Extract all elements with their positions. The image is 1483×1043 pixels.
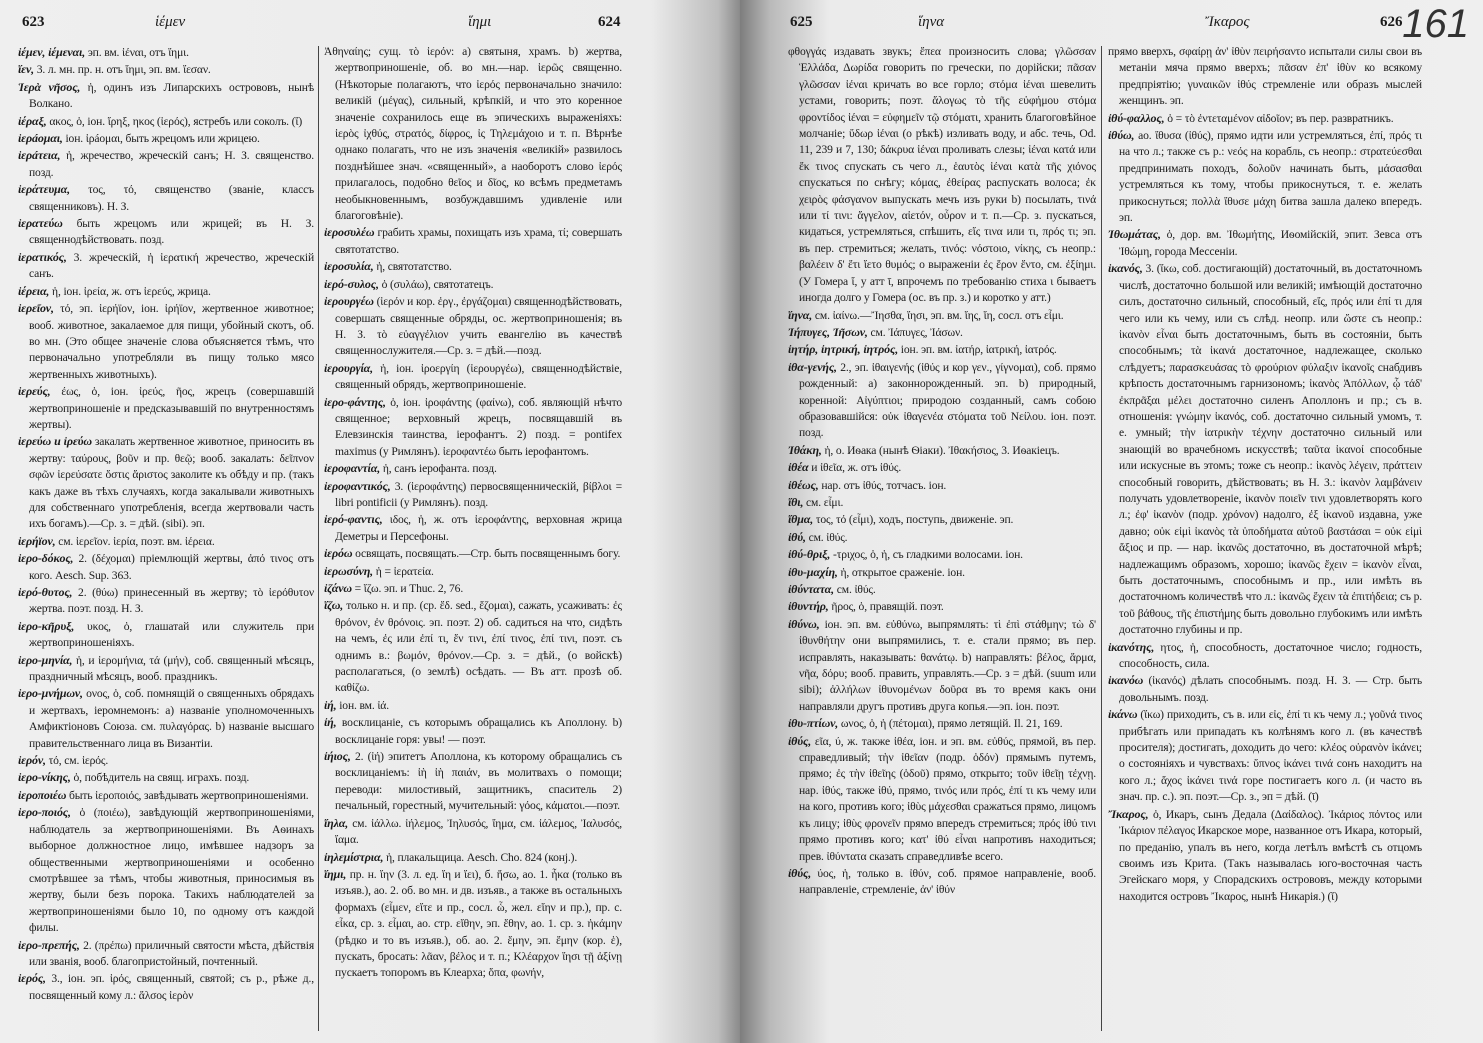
- entry-definition: прямо вверхъ, σφαίρῃ ἀν' ἰθὺν πειρήσαντο испытали силы свои въ метаніи мяча прямо вверхъ; πᾶσαν ἐπ' ἰθὺν ко всякому предпріятію; γυναικῶν ἰθύς стремленіе или образъ мыслей женщинъ. эп.: [1108, 45, 1422, 108]
- entry-headword: ἱερό-θυτος,: [18, 585, 73, 599]
- entry-headword: ἰθύ-φαλλος,: [1108, 110, 1165, 125]
- dictionary-entry: [1108, 44, 1422, 110]
- entry-headword: ἱζάνω: [324, 581, 352, 595]
- entry-definition: 3. жреческій, ἡ ἱερατική жречество, жреческій санъ.: [29, 250, 314, 281]
- dictionary-column: [18, 44, 314, 1004]
- entry-definition: (ἱερόν и кор. ἐργ., ἐργάζομαι) священнодѣйствовать, совершать священные обряды, ос. жертвоприношенія; въ Н. З. τὸ εὐαγγέλιον учить евангелію въ качествѣ священнослужителя.—Ср. з. = дѣй.—позд.: [335, 295, 623, 358]
- entry-headword: ἱερο-φάντης,: [324, 394, 386, 409]
- running-headword: Ἴκαρος: [1205, 14, 1250, 30]
- page-number: 624: [598, 14, 621, 30]
- entry-headword: ἱεροφαντικός,: [324, 478, 391, 493]
- dictionary-column: [1108, 44, 1422, 905]
- entry-headword: ἱερουργία,: [324, 360, 373, 375]
- entry-headword: ἴθι,: [788, 494, 804, 509]
- entry-headword: ἱεροσυλία,: [324, 259, 374, 274]
- entry-headword: ἰθύς,: [788, 865, 812, 880]
- entry-headword: ἱερο-δόκος,: [18, 551, 74, 566]
- entry-definition: см. εἶμι.: [806, 495, 844, 509]
- entry-definition: ἡ = ἱερατεία.: [375, 564, 434, 578]
- entry-headword: ἵημι,: [324, 866, 347, 881]
- dictionary-entry: [788, 459, 1096, 476]
- entry-definition: см. ἱερεῖον. ἱερία, поэт. вм. ἱέρεια.: [58, 534, 215, 548]
- dictionary-entry: [18, 300, 314, 383]
- entry-headword: ἵεν,: [18, 62, 34, 77]
- dictionary-entry: [788, 442, 1096, 459]
- entry-definition: эп. вм. ἱέναι, отъ ἵημι.: [87, 46, 189, 59]
- dictionary-entry: [788, 341, 1096, 358]
- dictionary-entry: [18, 433, 314, 532]
- entry-headword: ἰθέα: [788, 460, 809, 475]
- entry-headword: ἱκάνω: [1108, 707, 1138, 722]
- entry-definition: 3. (ἵκω, соб. достигающій) достаточный, въ достаточномъ числѣ, достаточно большой или великій; имѣющій достаточно силъ, достаточно сильный, способный, εἴς, πρός или ἐπί τι для чего или къ чему, или съ слѣд. неопр. или ὥστε съ неопр.: ἱκανὸν εἶναι быть достаточнымъ, быть въ состояніи, быть способнымъ; τὰ ἱκανά достаточное, надлежащее, сколько слѣдуетъ; παρασκευάσας τὸ φρούριον φύλαξιν ἱκανοῖς снабдивъ крѣпость достаточнымъ гарнизономъ; ἱκανὸς Ἀπόλλων, ᾧ τάδ' ἐκπρᾶξαι μέλει достаточно силенъ Аполлонъ и пр.; съ в. отношенія: γνώμην ἱκανός, соб. достаточно сильный умомъ, т. е. умный; τὴν ἰατρικὴν τέχνην достаточно сильный или знающій во врачебномъ искусствѣ; ταῦτα ἱκανοί способные или искусные въ этомъ; тоже съ неопр.: ἱκανὸς λέγειν, πράττειν способный говорить, дѣйствовать; въ Н. З.: ἱκανὸν λαμβάνειν получать удовлетвореніе, ἱκανὸν ποιεῖν τινι удовлетворять кого л.; ἐφ' ἱκανὸν (подр. χρόνον) надолго, ἐξ ἱκανοῦ издавна, уже давно; οὐκ εἰμὶ ἱκανὸς τὰ ὑποδήματα αὐτοῦ βαστάσαι = οὐκ εἰμὶ ἄξιος и пр. — нар. ἱκανῶς достаточно, въ достаточной мѣрѣ; надлежащимъ образомъ, хорошо; ἱκανῶς ἔχειν = ἱκανὸν εἶναι, быть достаточнымъ, способнымъ и пр., или имѣть въ достаточномъ количествѣ что л.: ἱκανῶς ἔχειν τὰ ἐπιτήδεια; съ р. τοῦ βάθους, τῆς ἐπιστήμης быть довольно глубокимъ или имѣть достаточно глубины и пр.: [1119, 262, 1423, 637]
- entry-headword: ἱεροφαντία,: [324, 461, 381, 476]
- dictionary-entry: [324, 478, 622, 512]
- entry-headword: ἱεροποιέω: [18, 787, 67, 802]
- dictionary-entry: [1108, 806, 1422, 905]
- entry-headword: ἰθυντήρ,: [788, 599, 829, 614]
- dictionary-entry: [324, 44, 622, 224]
- entry-definition: іон. эп. вм. εὐθύνω, выпрямлять: τὶ ἐπὶ στάθμην; τὼ δ' ἰθυνθήτην они выпрямились, т. е. стали прямо; въ пер. исправлять, наказывать: θανάτῳ. b) направлять: βέλος, ἅρμα, νῆα, δόρυ; вооб. править, управлять.—Ср. з = дѣй. (suum или sibi); ἀλλήλων ἰθυνομένων δοῦρα въ то время какъ они направляли другъ противъ друга копья.—эп. іон. поэт.: [799, 617, 1096, 713]
- entry-definition: закалать жертвенное животное, приносить въ жертву: ταύρους, βοῦν и пр. θεῷ; вооб. закалать: δεῖπνον σφῶν ἱερεύσατε ὅστις ἄριστος заколите къ обѣду и пр. (такъ какъ даже въ тѣхъ случаяхъ, когда закалывали животныхъ для собственнаго употребленія, всегда жертвовали часть ихъ богамъ).—Ср. з. = дѣй. (sibi). эп.: [29, 435, 315, 531]
- entry-headword: ἰθύ-θριξ,: [788, 547, 831, 562]
- entry-headword: ἱερεύς,: [18, 384, 51, 399]
- entry-definition: ао. ἴθυσα (ἰθύς), прямо идти или устремляться, ἐπί, πρός τι на что л.; также съ р.: νεός на корабль, съ неопр.: στρατεύεσθαι предпринимать походъ, δολοῦν начинать быть, μάσασθαι устремляться къ тому, чтобы прикоснуться, т. е. желать прикоснуться; πολλὰ ἴθυσε μάχη битва зашла далеко впередъ. эп.: [1119, 129, 1422, 225]
- column-divider: [318, 46, 319, 1031]
- entry-headword: ἱερο-νίκης,: [18, 770, 71, 785]
- entry-headword: ἱεροσυλέω: [324, 225, 375, 240]
- entry-definition: 3. л. мн. пр. н. отъ ἵημι, эп. вм. ἵεσαν.: [36, 63, 211, 77]
- entry-headword: ἰήιος,: [324, 749, 351, 764]
- dictionary-entry: [788, 324, 1096, 341]
- dictionary-entry: [324, 360, 622, 394]
- page-number: 626: [1380, 14, 1403, 30]
- entry-definition: ύος, ἡ, только в. ἰθύν, соб. прямое направленіе, вооб. направленіе, стремленіе, ἀν' ἰθύν: [799, 866, 1097, 897]
- entry-definition: τος, τό, священство (званіе, классъ священниковъ). Н. З.: [29, 183, 314, 213]
- dictionary-column: [324, 44, 622, 982]
- entry-headword: Ἰθάκη,: [788, 442, 822, 457]
- entry-headword: ἱεράτευμα,: [18, 182, 71, 197]
- handwritten-margin-note: 161: [1402, 2, 1469, 46]
- entry-definition: εῖα, ύ, ж. также ἰθέα, іон. и эп. вм. εὐθύς, прямой, въ пер. справедливый; τὴν ἰθεῖαν (подр. ὁδόν) прямымъ путемъ, прямо; ἐς τὴν ἰθεῖης (ὁδοῦ) прямо, открыто; τοῦν ἰθεῖῃ τέχνῃ. нар. ἰθύς, также ἰθύ, прямо, τινός или πρός, ἐπί τι къ чему или на кого, противъ кого; ἰθὺς μάχεσθαι сражаться прямо, лицомъ къ лицу; ἰθὺς φρονεῖν прямо впередъ стремиться; πρός ἰθύ τινι прямо противъ кого; κατ' ἰθύ εἶναι напротивъ находиться; прев. ἰθύντατα сказать справедливѣе всего.: [799, 734, 1097, 863]
- entry-headword: ἱερο-κῆρυξ,: [18, 618, 75, 633]
- dictionary-entry: [18, 130, 314, 147]
- dictionary-entry: [324, 224, 622, 258]
- entry-headword: ἰθέως,: [788, 477, 819, 492]
- dictionary-entry: [1108, 260, 1422, 638]
- dictionary-entry: [788, 494, 1096, 511]
- dictionary-entry: [324, 580, 622, 597]
- dictionary-entry: [18, 685, 314, 752]
- entry-definition: ἡ, жречество, жреческій санъ; Н. З. священство. позд.: [29, 149, 314, 179]
- entry-definition: ὁ, Икаръ, сынъ Дедала (Δαίδαλος). Ἰκάριος πόντος или Ἰκάριον πέλαγος Икарское море, названное отъ Икара, который, по преданію, упалъ въ него, когда летѣлъ вмѣстѣ съ отцомъ своимъ изъ Крита. (Такъ называлась юго-восточная часть Эгейскаго моря, у Спорадскихъ острововъ, между которыми находится островъ Ἴκαρος, нынѣ Никарія.) (ῐ): [1119, 807, 1422, 903]
- entry-definition: іон. ἱρáομαι, быть жрецомъ или жрицею.: [65, 132, 260, 146]
- entry-definition: см. Ἰάπυγες, Ἰάσων.: [870, 325, 963, 339]
- entry-headword: ἱερο-μνήμων,: [18, 686, 83, 701]
- dictionary-entry: [18, 215, 314, 249]
- dictionary-entry: [18, 937, 314, 971]
- dictionary-entry: [18, 787, 314, 804]
- dictionary-entry: [1108, 127, 1422, 226]
- dictionary-entry: [18, 584, 314, 618]
- dictionary-entry: [18, 550, 314, 584]
- entry-definition: ἡ, плакальщица. Aesch. Cho. 824 (конj.).: [386, 850, 578, 864]
- entry-definition: освящать, посвящать.—Стр. быть посвященнымъ богу.: [355, 547, 621, 561]
- entry-headword: ἱκανότης,: [1108, 639, 1155, 654]
- dictionary-entry: [324, 293, 622, 360]
- page-number: 625: [790, 14, 813, 30]
- dictionary-entry: [18, 113, 314, 130]
- entry-definition: ητος, ἡ, способность, достаточное число; годность, способность, сила.: [1119, 640, 1423, 671]
- entry-headword: ἱερατεύω: [18, 216, 63, 231]
- dictionary-entry: [788, 865, 1096, 899]
- entry-headword: ἰητήρ, ἰητρική, ἰητρός,: [788, 342, 899, 357]
- entry-definition: Ἀθηναίης; сущ. τὸ ἱερόν: a) святыня, храмъ. b) жертва, жертвоприношеніе, об. во мн.—нар. ἱερῶς священно. (Нѣкоторые полагаютъ, что ἱερός первоначально значило: великій (μέγας), сильный, крѣпкій, и что это коренное значеніе сохранилось еще въ эпическихъ выраженіяхъ: ἱερὸς ἰχθύς, στρατός, δίφρος, ἱς Τηλεμάχοιο и т. п. Вѣрнѣе однако полагать, что не изъ значенія «великій» развилось позднѣйшее знач. «священный», а наоборотъ слово ἱερός прилагалось, подобно θεῖος и δῖος, ко всѣмъ предметамъ необыкновеннымъ, возбуждавшимъ удивленіе или благоговѣніе).: [324, 45, 622, 223]
- entry-headword: ἱέραξ,: [18, 113, 47, 128]
- entry-headword: Ἰήπυγες, Ἰῆσων,: [788, 324, 868, 339]
- dictionary-entry: [18, 533, 314, 550]
- entry-definition: пр. н. ἵην (3. л. ед. ἵη и ἵει), б. ἥσω, ао. 1. ἧκα (только въ изъяв.), ао. 2. об. во мн. и дв. изъяв., а также въ остальныхъ формахъ (εἷμεν, εἵτε и пр., сосл. ὧ, жел. εἵην и пр.), пр. с. εἶκα, ср. з. εἷμαι, ао. стр. εἵθην, эп. ἕθην, ао. 1. ср. з. ἡκάμην (рѣдко и то въ изъяв.), об. ао. 2. ἕμην, эп. ἕμην (кор. ἑ), пускать, бросать: λᾶαν, βέλος и т. п.; Κλέαρχον ἵησι τῇ ἀξίνῃ пускаетъ топоромъ въ Клеарха; ὄπα, φωνήν,: [335, 867, 623, 980]
- dictionary-entry: [324, 563, 622, 580]
- entry-definition: восклицаніе, съ которымъ обращались къ Аполлону. b) восклицаніе горя: увы! — поэт.: [335, 716, 623, 746]
- entry-headword: ἰθύντατα,: [788, 582, 835, 596]
- dictionary-entry: [1108, 110, 1422, 127]
- dictionary-entry: [324, 597, 622, 696]
- dictionary-entry: [18, 769, 314, 786]
- entry-headword: ἱερό-φαντις,: [324, 512, 383, 527]
- entry-definition: 2. (πρέπω) приличный святости мѣста, дѣйствія или званія, вооб. благопристойный, почтенный.: [29, 938, 315, 968]
- entry-definition: 2. (θύω) принесенный въ жертву; τὸ ἱερόθυτον жертва. поэт. позд. Н. З.: [29, 586, 315, 616]
- dictionary-entry: [324, 849, 622, 866]
- dictionary-entry: [788, 546, 1096, 563]
- entry-definition: см. ἰάλλω. ἰήλεμος, Ἰηλυσός, ἴημα, см. ἰάλεμος, Ἰαλυσός, ἴαμα.: [335, 816, 623, 847]
- entry-definition: ἡ, іон. ἱροεργίη (ἱερουργέω), священнодѣйствіе, священный обрядъ, жертвоприношеніе.: [335, 361, 622, 392]
- entry-definition: ὁ, дор. вм. Ἰθωμήτης, Иѳомійскій, эпит. Зевса отъ Ἰθώμη, города Мессеніи.: [1119, 228, 1422, 258]
- entry-definition: нар. отъ ἰθύς, тотчасъ. іон.: [821, 478, 947, 492]
- entry-definition: = ἵζω. эп. и Thuc. 2, 76.: [354, 582, 464, 595]
- entry-definition: ὁ (ποιέω), завѣдующій жертвоприношеніями, наблюдатель за жертвоприношеніями. Въ Аѳинахъ выборное должностное лицо, имѣвшее надзоръ за общественными жертвоприношеніями и особенно смотрѣвшее за тѣмъ, чтобы животныя, приносимыя въ жертву, были безъ порока. Такихъ наблюдателей за жертвоприношеніями было 10, по одному отъ каждой филы.: [29, 806, 314, 935]
- entry-headword: ἰθύω,: [1108, 128, 1135, 143]
- dictionary-entry: [788, 598, 1096, 615]
- entry-headword: Ἱερὰ νῆσος,: [18, 79, 81, 94]
- entry-definition: ὁ, побѣдитель на свящ. играхъ. позд.: [73, 771, 250, 785]
- entry-definition: 3. (ἱεροφάντης) первосвященническій, βίβλοι = libri pontificii (у Римлянъ). позд.: [335, 479, 622, 509]
- dictionary-entry: [788, 564, 1096, 581]
- entry-definition: ιδος, ἡ, ж. отъ ἱεροφάντης, верховная жрица Деметры и Персефоны.: [335, 513, 622, 543]
- entry-headword: ἱερáομαι,: [18, 131, 63, 146]
- entry-definition: ῆρος, ὁ, правящій. поэт.: [831, 600, 944, 614]
- dictionary-entry: [324, 545, 622, 562]
- dictionary-entry: [1108, 639, 1422, 673]
- entry-headword: ἰθύνω,: [788, 616, 820, 631]
- entry-definition: см. ἰθύς.: [836, 583, 876, 596]
- dictionary-entry: [18, 181, 314, 215]
- entry-headword: ἱερο-πρεπής,: [18, 937, 80, 952]
- dictionary-entry: [18, 383, 314, 433]
- entry-definition: υκος, ὁ, глашатай или служитель при жертвоприношеніяхъ.: [29, 619, 314, 650]
- entry-definition: ὁ, іон. ἱροφάντης (φαίνω), соб. являющій нѣчто священное; верховный жрецъ, посвящавшій въ Елевзинскія таинства, іерофантъ. 2) позд. = pontifex maximus (у Римлянъ). ἱεροφαντέω быть іерофантомъ.: [335, 395, 623, 458]
- entry-headword: ἱερωσύνη,: [324, 563, 374, 578]
- entry-definition: быть жрецомъ или жрицей; въ Н. З. священнодѣйствовать. позд.: [29, 217, 314, 247]
- entry-definition: 2. (δέχομαι) пріемлющій жертвы, ἀπό τινος отъ кого. Aesch. Sup. 363.: [29, 552, 314, 582]
- dictionary-entry: [788, 616, 1096, 715]
- entry-headword: ἰθυ-μαχίη,: [788, 564, 838, 579]
- running-headword: ἵηνα: [918, 14, 945, 30]
- entry-definition: грабить храмы, похищать изъ храма, τί; совершать святотатство.: [335, 226, 623, 256]
- entry-headword: ἰθα-γενής,: [788, 359, 837, 374]
- entry-headword: ἵζω,: [324, 598, 344, 613]
- entry-definition: быть ἱεροποιός, завѣдывать жертвоприношеніями.: [68, 788, 309, 802]
- entry-definition: τό, см. ἱερός.: [48, 754, 109, 768]
- entry-definition: φθογγάς издавать звукъ; ἔπεα произносить слова; γλῶσσαν Ἑλλάδα, Δωρίδα говорить по гречески, по дорійски; πᾶσαν γλῶσσαν ἱέναι кричать во все горло; στόμα ἱέναι шевелить устами, говорить; поэт. ἄλογως τὸ τῆς εὐφήμου στόμα φροντίδος ἱέναι = εὐφημεῖν τῷ στόματι, хранить благоговѣйное молчаніе; ὕδωρ ἱέναι (о рѣкѣ) изливать воду, и абс. течь, Od. 11, 239 и 7, 130; δάκρυα ἱέναι проливать слезы; ἱέναι κατά или ἔκ τινος спускать съ чего л., ἑαυτὸς ἱέναι κατὰ τῆς χιόνος спускаться по снѣгу; κόμας, ἐθείρας распускать волоса; ἐκ χειρὸς φάσγανον выпускать мечъ изъ руки b) посылать, τινά или τί τινι: ἄγγελον, αἰετόν, οὖρον и т. п.—Ср. з. пускаться, кидаться, устремляться, спѣшить, εἴς τινα или τι, πρός τι; эп. въ пер. стремиться; желать, τινός: νόστοιο, νίκης, съ неопр.: βαλέειν δ' ἔτι ἵετο θυμός; о выраженіи ἐς ἔρον ἕντο, см. ἐξίημι. (У Гомера ἴ, у атт ῑ, впрочемъ по требованію стиха ι бываетъ иногда долго у Гомера (ос. въ пр. з.) и коротко у атт.): [788, 45, 1096, 305]
- entry-headword: ἴηλα,: [324, 815, 349, 830]
- entry-definition: έως, ὁ, іон. ἱρεύς, ῆος, жрецъ (совершавшій жертвоприношеніе и предсказывавшій по внутренностямъ жертвы).: [29, 385, 314, 431]
- entry-definition: см. ἰαίνω.—Ἴησθα, ἵησι, эп. вм. ἵης, ἵη, сосл. отъ εἶμι.: [814, 308, 1064, 322]
- entry-headword: ἰθυ-πτίων,: [788, 716, 839, 731]
- entry-headword: ἱερόω: [324, 546, 353, 561]
- entry-definition: ἡ, санъ іерофанта. позд.: [382, 462, 497, 476]
- dictionary-entry: [788, 529, 1096, 546]
- entry-definition: (ἵκω) приходить, съ в. или εἰς, ἐπί τι къ чему л.; γοῦνά τινος прибѣгать или припадать къ колѣнямъ кого л. (въ качествѣ просителя); достигать, доходить до чего: κλέος οὐρανὸν ἱκάνει; о состояніяхъ и чувствахъ: ὕπνος ἱκάνει τινά сонъ находитъ на кого л.; ἄχος ἱκάνει τινά горе постигаетъ кого л. (и часто въ знач. пр. с.). эп. поэт.—Ср. з., эп = дѣй. (ῑ): [1119, 708, 1423, 804]
- entry-definition: ἡ, одинъ изъ Липарскихъ острововъ, нынѣ Волкано.: [29, 80, 315, 111]
- entry-headword: ἱερáτεια,: [18, 148, 61, 163]
- page-number: 623: [22, 14, 45, 30]
- entry-definition: іон. вм. ἰά.: [339, 698, 389, 712]
- dictionary-entry: [788, 477, 1096, 494]
- dictionary-entry: [1108, 226, 1422, 260]
- column-divider: [1101, 46, 1102, 1031]
- entry-headword: ἱερόν,: [18, 753, 46, 768]
- dictionary-entry: [324, 511, 622, 545]
- entry-definition: ἡ, и ἱερομήνια, τά (μήν), соб. священный мѣсяцъ, праздничный мѣсяцъ, вооб. праздникъ.: [29, 653, 314, 684]
- entry-definition: ὁ (συλάω), святотатецъ.: [381, 277, 494, 291]
- dictionary-entry: [18, 44, 314, 61]
- entry-definition: τος, τό (εἶμι), ходъ, поступь, движеніе. эп.: [815, 513, 1014, 527]
- entry-headword: ἱερο-ποιός,: [18, 805, 71, 820]
- entry-headword: ἱέμεν, ἱέμεναι,: [18, 45, 86, 59]
- running-headword: ἵημι: [468, 14, 492, 30]
- entry-headword: ἱερο-μηνία,: [18, 652, 73, 667]
- dictionary-entry: [324, 748, 622, 815]
- entry-headword: Ἴκαρος,: [1108, 806, 1149, 821]
- entry-definition: 3., іон. эп. ἱρός, священный, святой; съ р., рѣже д., посвященный кому л.: ἄλσος ἱερὸν: [29, 972, 315, 1002]
- dictionary-entry: [788, 715, 1096, 732]
- entry-headword: ἱή,: [324, 697, 337, 712]
- dictionary-column: [788, 44, 1096, 899]
- entry-headword: ἱερατικός,: [18, 249, 67, 264]
- dictionary-entry: [788, 733, 1096, 865]
- entry-headword: ἱερεύω и ἱρεύω: [18, 434, 92, 449]
- dictionary-entry: [18, 61, 314, 78]
- dictionary-entry: [788, 307, 1096, 324]
- entry-definition: и ἰθεῖα, ж. отъ ἰθύς.: [811, 461, 902, 475]
- left-page: [0, 0, 740, 1043]
- dictionary-entry: [18, 618, 314, 652]
- right-page: [740, 0, 1483, 1043]
- entry-definition: ἡ, о. Иѳака (нынѣ Ѳіаки). Ἰθακήσιος, 3. Иѳакіецъ.: [824, 443, 1060, 457]
- entry-definition: см. ἰθύς.: [808, 530, 848, 544]
- dictionary-entry: [18, 752, 314, 769]
- entry-headword: ἱκανόω: [1108, 673, 1144, 688]
- entry-definition: ακος, ὁ, іон. ἴρηξ, ηκος (ἱερός), ястребъ или соколъ. (ἴ): [49, 114, 303, 128]
- dictionary-entry: [18, 970, 314, 1004]
- entry-headword: ἱερήϊον,: [18, 533, 56, 548]
- entry-definition: ονος, ὁ, соб. помнящій о священныхъ обрядахъ и жертвахъ, іеромнемонъ: a) названіе уполномоченныхъ Амфиктіоновъ Союза. см. πυλαγόρας. b) названіе высшаго правительственнаго лица въ Византіи.: [29, 687, 315, 750]
- dictionary-entry: [324, 394, 622, 461]
- dictionary-entry: [324, 697, 622, 714]
- entry-headword: ἰθύς,: [788, 733, 812, 748]
- dictionary-entry: [324, 815, 622, 849]
- entry-headword: ἰθύ,: [788, 529, 806, 544]
- entry-definition: только н. и пр. (ср. ἕδ. sed., ἕζομαι), сажать, усаживать: ἐς θρόνον, ἐν θρόνοις. эп. поэт. 2) об. садиться на что, сидѣть на чемъ, ἐς или ἐπί τι, ἔν τινι, ἐπί τινος, ἐπί τινι, поэт. съ однимъ в.: βωμόν, θρόνον.—Ср. з. = дѣй., (о войскѣ) располагаться, (о землѣ) осѣдать. — Въ атт. прозѣ об. καθίζω.: [335, 599, 623, 695]
- entry-definition: (ἱκανός) дѣлать способнымъ. позд. Н. З. — Стр. быть довольнымъ. позд.: [1119, 674, 1423, 704]
- entry-definition: 2., эп. ἰθαιγενής (ἰθύς и кор γεν., γίγνομαι), соб. прямо рожденный: a) законнорожденный. эп. b) природный, коренной: Αἰγύπτιοι; природою созданный, самъ собою образовавшійся: οὐκ ἰθαγενέα στόματα τοῦ Νείλου. іон. поэт. позд.: [799, 360, 1097, 440]
- entry-headword: ἰηλεμίστρια,: [324, 849, 384, 864]
- dictionary-entry: [18, 652, 314, 686]
- running-headword: ἱέμεν: [155, 14, 186, 30]
- entry-headword: ἱερεῖον,: [18, 301, 54, 316]
- dictionary-entry: [18, 804, 314, 936]
- dictionary-entry: [788, 511, 1096, 528]
- entry-headword: ἰή,: [324, 715, 337, 730]
- dictionary-entry: [324, 276, 622, 293]
- dictionary-entry: [324, 258, 622, 275]
- entry-definition: ἡ, іон. ἱρεία, ж. отъ ἱερεύς, жрица.: [52, 284, 211, 298]
- dictionary-entry: [324, 460, 622, 477]
- dictionary-entry: [1108, 706, 1422, 805]
- dictionary-entry: [788, 359, 1096, 442]
- entry-definition: 2. (ἰή) эпитетъ Аполлона, къ которому обращались съ восклицаніемъ: ἰὴ ἰὴ παιάν, въ молитвахъ о помощи; переводи: милостивый, защитникъ, спаситель 2) печальный, горестный, мучительный: γόος, κάματοι.—поэт.: [335, 750, 622, 813]
- entry-headword: ἵηνα,: [788, 307, 813, 322]
- entry-definition: τό, эп. ἱερήϊον, іон. ἱρήϊον, жертвенное животное; вооб. животное, закалаемое для пищи, убойный скотъ, об. во мн. (Это общее значеніе слова объясняется тѣмъ, что первоначально употребляли въ пищу только мясо жертвенныхъ животныхъ).: [29, 302, 315, 381]
- dictionary-entry: [18, 249, 314, 283]
- dictionary-entry: [1108, 672, 1422, 706]
- dictionary-entry: [18, 283, 314, 300]
- entry-definition: іон. эп. вм. ἰατήρ, ἰατρική, ἰατρός.: [900, 343, 1057, 357]
- entry-headword: ἴθμα,: [788, 512, 814, 527]
- entry-definition: ἡ, святотатство.: [376, 260, 452, 274]
- dictionary-entry: [788, 44, 1096, 307]
- entry-headword: ἱκανός,: [1108, 261, 1143, 276]
- dictionary-entry: [788, 581, 1096, 598]
- entry-headword: ἱέρεια,: [18, 283, 50, 298]
- entry-definition: ωνος, ὁ, ἡ (πέτομαι), прямо летящій. Il. 21, 169.: [840, 717, 1063, 731]
- entry-headword: ἱερουργέω: [324, 294, 374, 309]
- entry-definition: -τριχος, ὁ, ἡ, съ гладкими волосами. іон.: [832, 548, 1023, 562]
- dictionary-entry: [324, 714, 622, 748]
- dictionary-entry: [324, 866, 622, 982]
- dictionary-entry: [18, 79, 314, 113]
- entry-definition: ἡ, открытое сраженіе. іон.: [840, 565, 965, 579]
- dictionary-entry: [18, 147, 314, 181]
- entry-headword: ἱερός,: [18, 971, 46, 986]
- entry-definition: ὁ = τὸ ἐντεταμένον αἰδοῖον; въ пер. развратникъ.: [1167, 111, 1394, 125]
- entry-headword: Ἰθωμάτας,: [1108, 227, 1161, 242]
- entry-headword: ἱερό-συλος,: [324, 276, 379, 291]
